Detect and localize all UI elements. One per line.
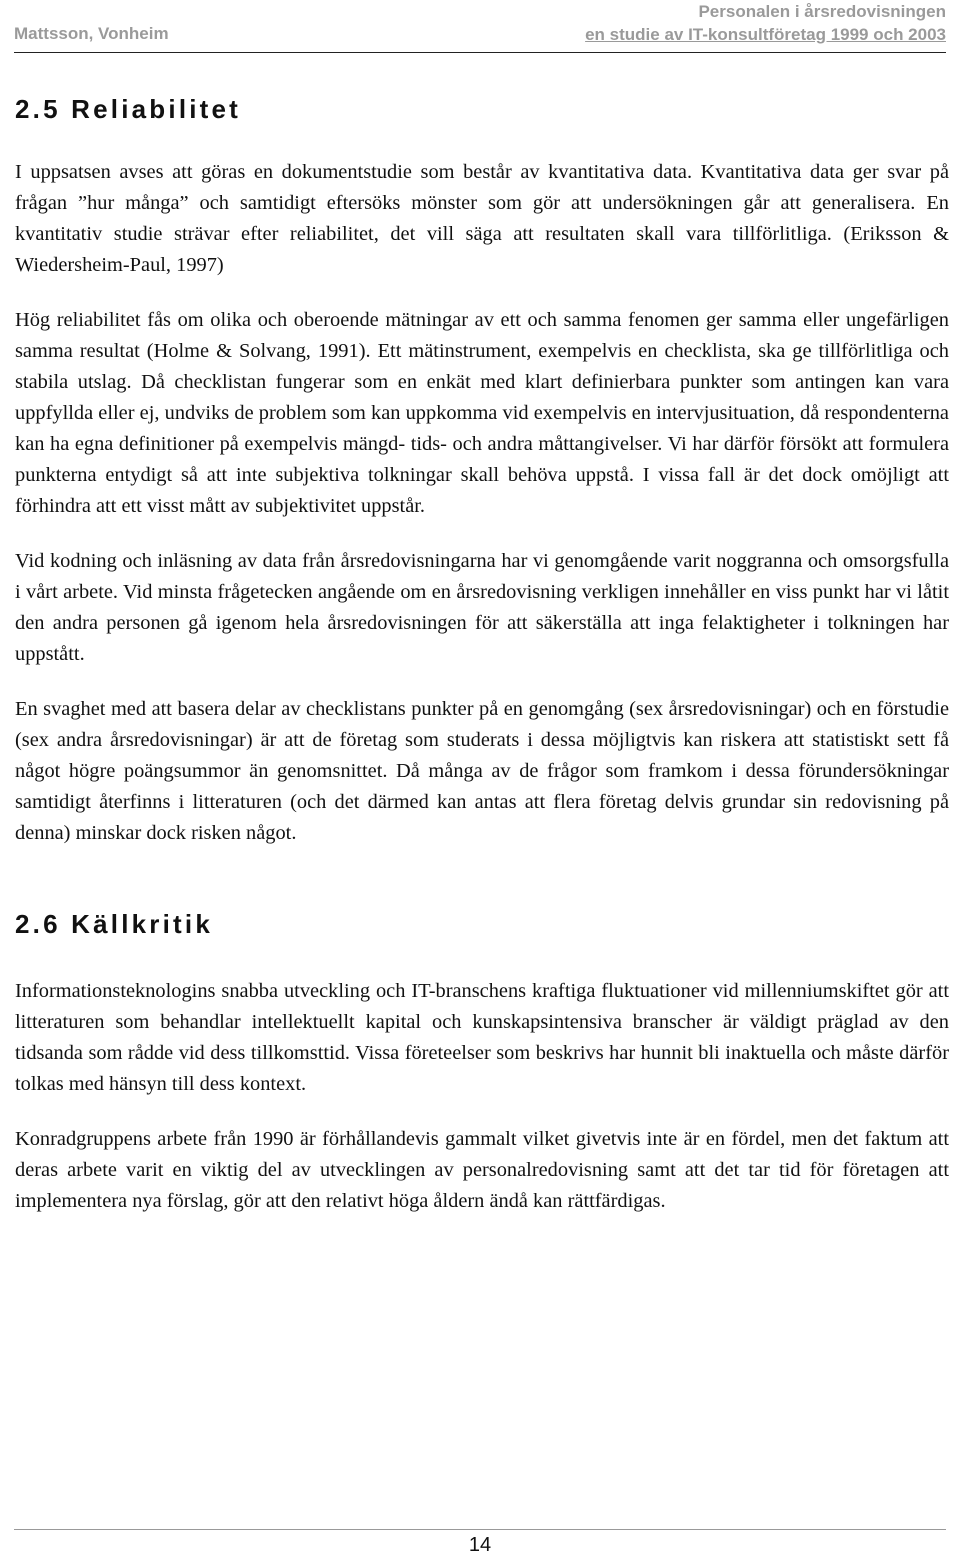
header-title-line2: en studie av IT-konsultföretag 1999 och 2003 [585, 25, 946, 44]
footer-divider [14, 1529, 946, 1530]
section-heading-reliabilitet: 2.5 Reliabilitet [15, 94, 242, 124]
paragraph: I uppsatsen avses att göras en dokumentstudie som består av kvantitativa data. Kvantitativa data ger svar på frågan ”hur många” och samtidigt eftersöks mönster som gör att undersökningen går att generalisera. En kvantitativ studie strävar efter reliabilitet, det vill säga att resultaten skall vara tillförlitliga. (Eriksson & Wiedersheim-Paul, 1997) [15, 161, 949, 276]
paragraph: En svaghet med att basera delar av checklistans punkter på en genomgång (sex årsredovisningar) och en förstudie (sex andra årsredovisningar) är att de företag som studerats i dessa möjligtvis kan riskera att statistiskt sett få något högre poängsummor än genomsnittet. Då många av de frågor som framkom i dessa förundersökningar samtidigt återfinns i litteraturen (och det därmed kan antas att flera företag delvis grundar sin redovisning på denna) minskar dock risken något. [15, 698, 949, 844]
header-authors: Mattsson, Vonheim [14, 24, 169, 43]
page-header [14, 0, 946, 53]
paragraph: Konradgruppens arbete från 1990 är förhållandevis gammalt vilket givetvis inte är en fördel, men det faktum att deras arbete varit en viktig del av utvecklingen av personalredovisning samt att det tar tid för företagen att implementera nya förslag, gör att den relativt höga åldern ändå kan rättfärdigas. [15, 1128, 949, 1212]
header-title-line1: Personalen i årsredovisningen [698, 2, 946, 21]
paragraph: Informationsteknologins snabba utveckling och IT-branschens kraftiga fluktuationer vid millenniumskiftet gör att litteraturen som behandlar intellektuellt kapital och kunskapsintensiva branscher är väldigt präglad av den tidsanda som rådde vid dess tillkomsttid. Vissa företeelser som beskrivs har hunnit bli inaktuella och måste därför tolkas med hänsyn till dess kontext. [15, 980, 949, 1095]
section-heading-kallkritik: 2.6 Källkritik [15, 909, 213, 939]
paragraph: Hög reliabilitet fås om olika och oberoende mätningar av ett och samma fenomen ger samma eller ungefärligen samma resultat (Holme & Solvang, 1991). Ett mätinstrument, exempelvis en checklista, ska ge tillförlitliga och stabila utslag. Då checklistan fungerar som en enkät med klart definierbara punkter som antingen kan vara uppfyllda eller ej, undviks de problem som kan uppkomma vid exempelvis en intervjusituation, då respondenterna kan ha egna definitioner på exempelvis mängd- tids- och andra måttangivelser. Vi har därför försökt att formulera punkterna entydigt så att inte subjektiva tolkningar skall behöva uppstå. I vissa fall är det dock omöjligt att förhindra att ett visst mått av subjektivitet uppstår. [15, 309, 949, 517]
document-body [15, 84, 949, 1241]
page-number: 14 [468, 1534, 492, 1556]
paragraph: Vid kodning och inläsning av data från årsredovisningarna har vi genomgående varit noggranna och omsorgsfulla i vårt arbete. Vid minsta frågetecken angående om en årsredovisning verkligen innehåller en viss punkt har vi låtit den andra personen gå igenom hela årsredovisningen för att säkerställa att inga felaktigheter i tolkningen har uppstått. [15, 550, 949, 665]
header-title [585, 0, 946, 46]
